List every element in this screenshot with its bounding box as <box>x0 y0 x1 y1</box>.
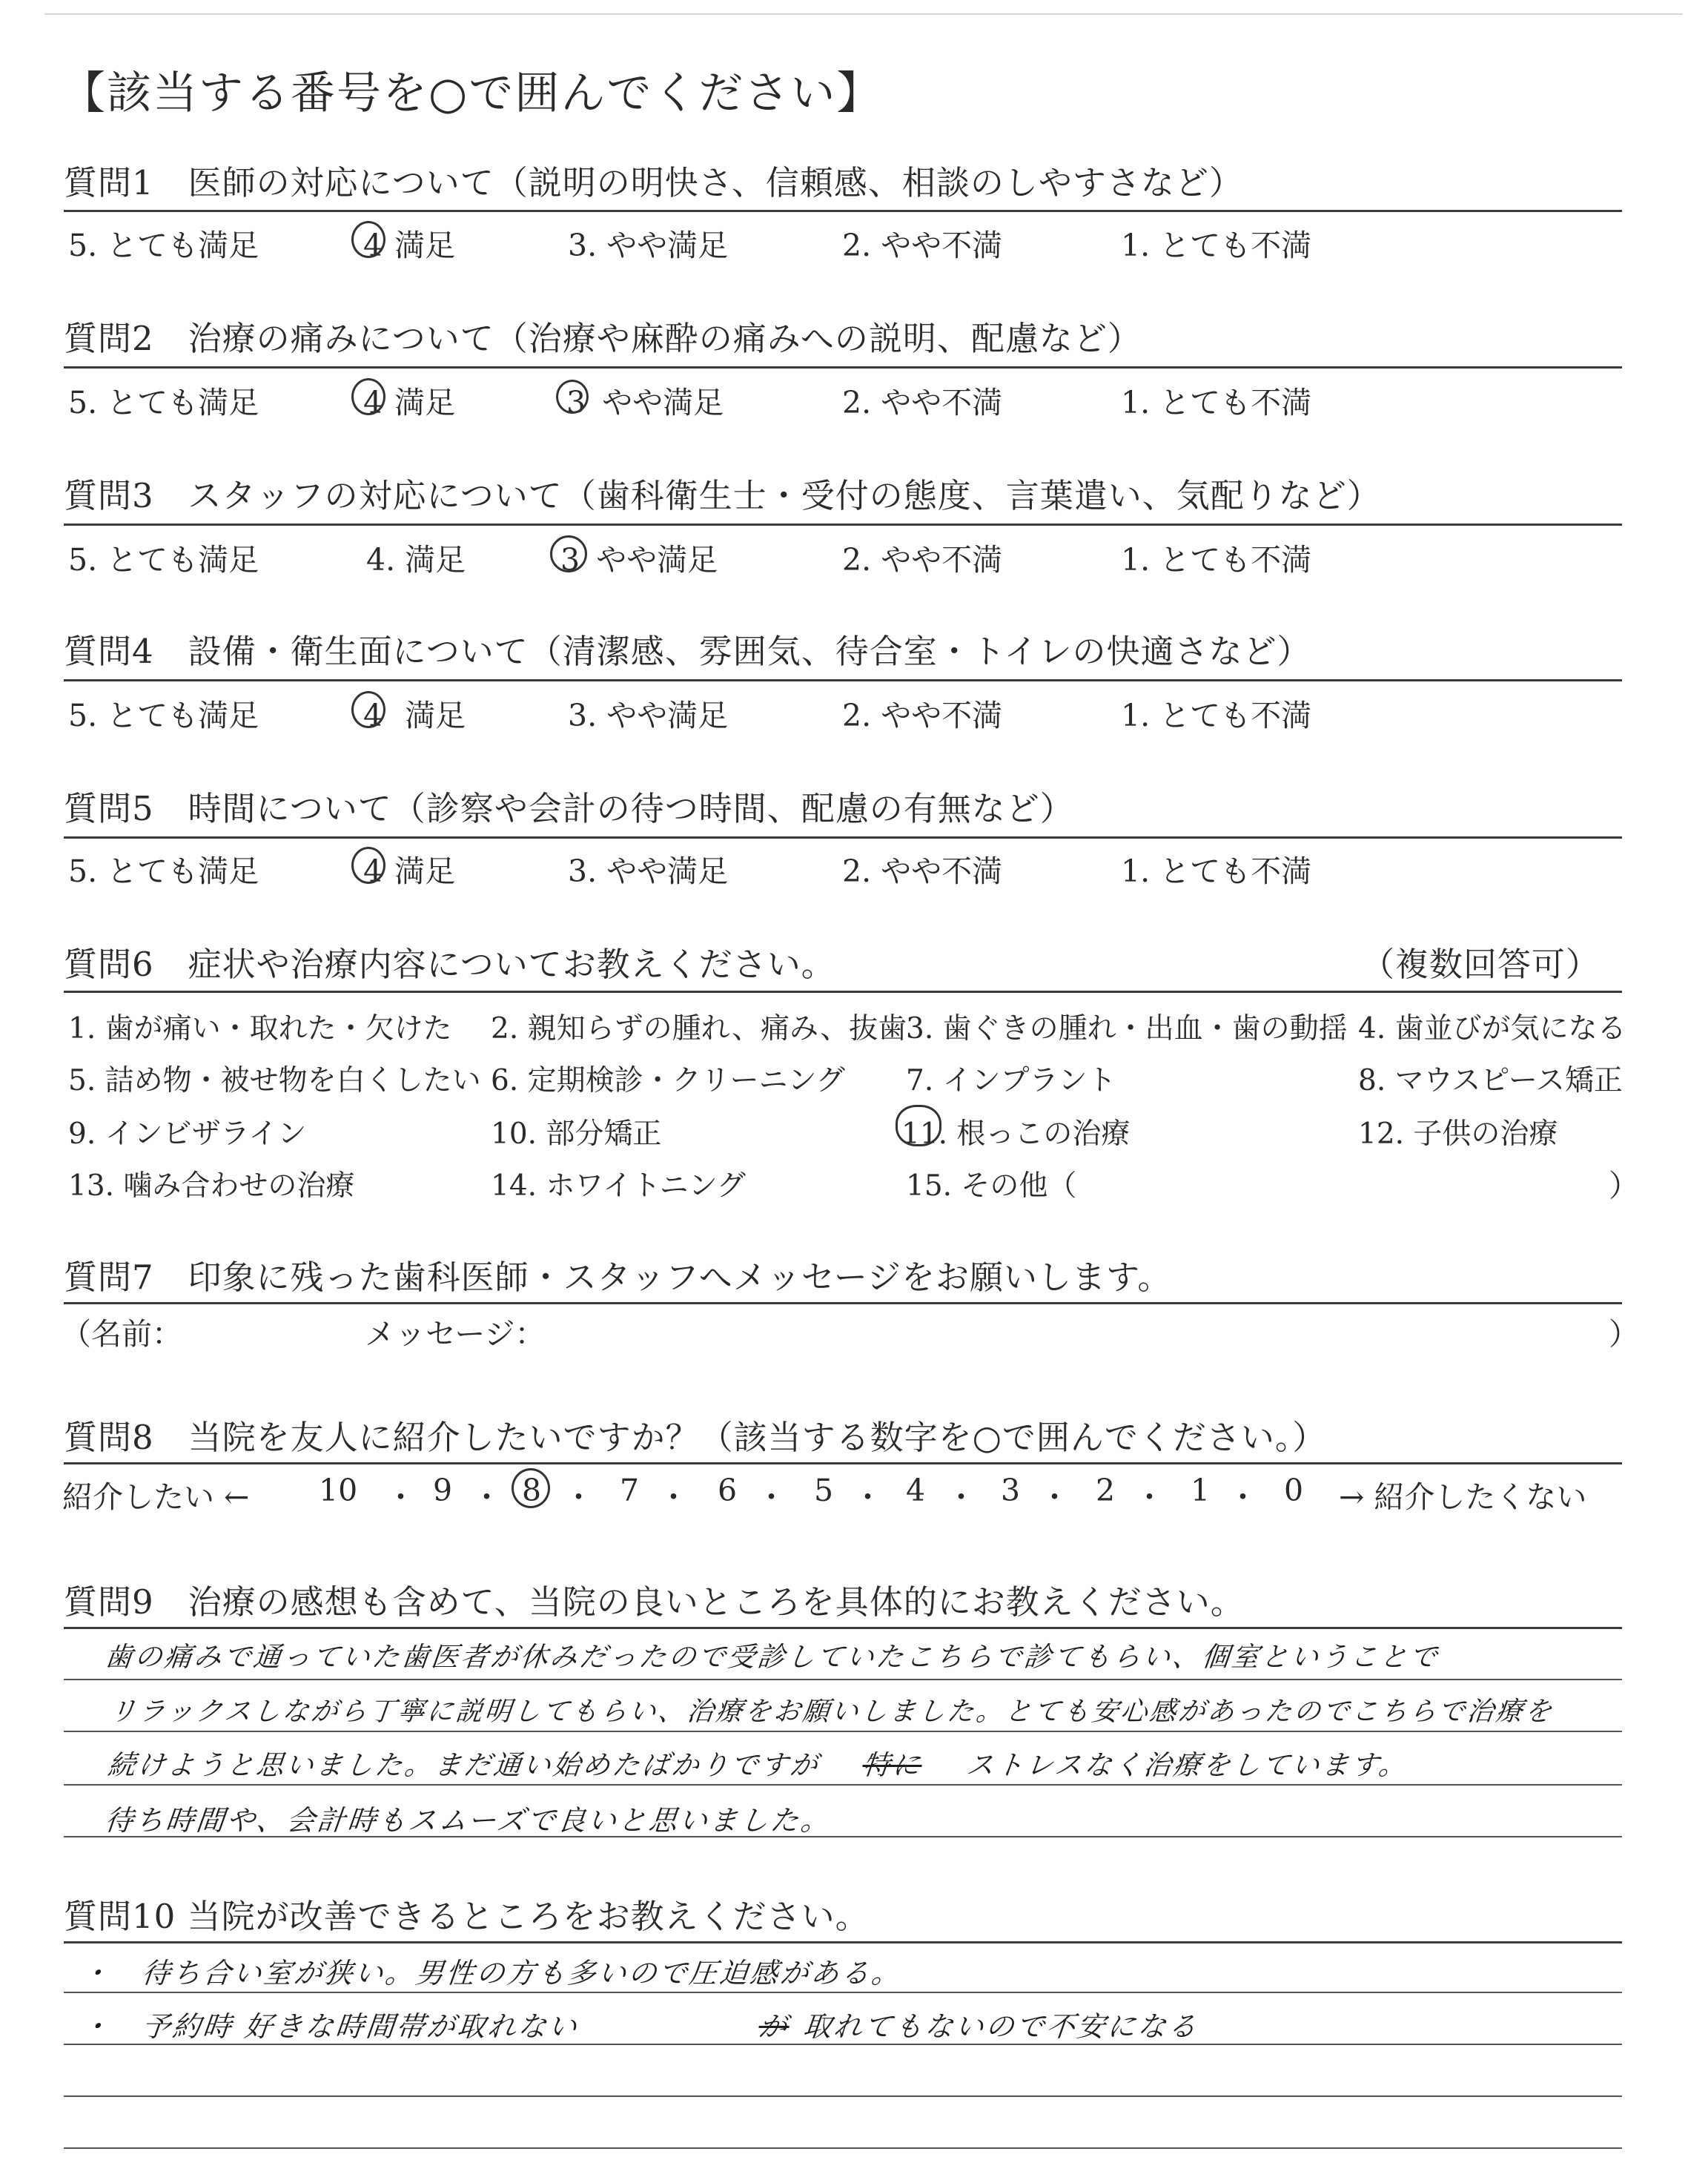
question-7-rule <box>64 1302 1622 1304</box>
question-3-rule <box>64 524 1622 526</box>
question-10-title: 質問10 当院が改善できるところをお教えください。 <box>64 1897 870 1936</box>
q3-option-4[interactable]: 4. 満足 <box>366 542 466 578</box>
page-heading: 【該当する番号を○で囲んでください】 <box>61 67 883 119</box>
q10-handwritten-line-1: ・ 待ち合い室が狭い。男性の方も多いので圧迫感がある。 <box>79 1957 904 1989</box>
q2-answer-circle-4 <box>351 378 385 415</box>
q2-option-1[interactable]: 1. とても不満 <box>1121 385 1312 420</box>
question-8-title: 質問8 当院を友人に紹介したいですか？（該当する数字を○で囲んでください。） <box>64 1418 1327 1457</box>
q1-option-2[interactable]: 2. やや不満 <box>842 228 1003 263</box>
top-border <box>44 13 1683 15</box>
q10-handwritten-line-2b: 取れてもないので不安になる <box>801 2010 1200 2043</box>
q2-answer-circle-3 <box>556 380 589 414</box>
q1-answer-circle <box>351 221 385 258</box>
q8-score-5[interactable]: 5 <box>814 1473 834 1508</box>
q2-option-4[interactable] <box>354 378 455 422</box>
q8-dot: ・ <box>385 1479 416 1515</box>
q9-handwritten-line-3b: ストレスなく治療をしています。 <box>964 1749 1410 1781</box>
question-1-rule <box>64 210 1622 212</box>
q8-score-1[interactable]: 1 <box>1191 1473 1211 1508</box>
q6-item-12[interactable]: 12. 子供の治療 <box>1358 1117 1558 1151</box>
q8-dot: ・ <box>1134 1479 1165 1515</box>
q7-message-label[interactable]: メッセージ： <box>365 1316 546 1352</box>
q9-crossed-out-word: 特に <box>861 1749 924 1781</box>
q8-dot: ・ <box>471 1479 502 1515</box>
question-4-title: 質問4 設備・衛生面について（清潔感、雰囲気、待合室・トイレの快適さなど） <box>64 632 1311 671</box>
q1-option-1[interactable]: 1. とても不満 <box>1121 228 1312 263</box>
q8-right-label: → 紹介したくない <box>1339 1479 1587 1515</box>
q6-item-4[interactable]: 4. 歯並びが気になる <box>1358 1012 1626 1046</box>
q6-item-6[interactable]: 6. 定期検診・クリーニング <box>491 1064 845 1097</box>
question-3-title: 質問3 スタッフの対応について（歯科衛生士・受付の態度、言葉遣い、気配りなど） <box>64 476 1381 515</box>
q8-score-10[interactable]: 10 <box>319 1473 358 1508</box>
q6-item-2[interactable]: 2. 親知らずの腫れ、痛み、抜歯 <box>491 1012 907 1046</box>
q8-dot: ・ <box>756 1479 787 1515</box>
q5-option-3[interactable]: 3. やや満足 <box>568 853 729 889</box>
q7-name-label[interactable]: （名前： <box>61 1316 182 1352</box>
question-9-title: 質問9 治療の感想も含めて、当院の良いところを具体的にお教えください。 <box>64 1582 1245 1622</box>
q5-option-5[interactable]: 5. とても満足 <box>68 853 259 889</box>
q9-handwritten-line-4: 待ち時間や、会計時もスムーズで良いと思いました。 <box>103 1804 833 1837</box>
q2-option-5[interactable]: 5. とても満足 <box>68 385 259 420</box>
q2-option-3[interactable] <box>557 378 724 422</box>
q6-answer-circle <box>896 1105 941 1146</box>
q2-option-4-label: 満足 <box>394 385 456 420</box>
q4-option-4-label: 満足 <box>405 698 466 733</box>
q2-option-3-label: やや満足 <box>602 385 724 420</box>
q9-handwritten-line-3a: 続けようと思いました。まだ通い始めたばかりですが <box>106 1749 821 1781</box>
q8-score-9[interactable]: 9 <box>433 1473 453 1508</box>
q5-option-2[interactable]: 2. やや不満 <box>842 853 1003 889</box>
q5-option-4[interactable] <box>354 847 455 891</box>
q8-score-8[interactable]: 8 <box>522 1473 542 1508</box>
q6-item-9[interactable]: 9. インビザライン <box>68 1117 307 1151</box>
question-7-title: 質問7 印象に残った歯科医師・スタッフへメッセージをお願いします。 <box>64 1258 1172 1297</box>
q9-handwritten-line-1: 歯の痛みで通っていた歯医者が休みだったので受診していたこちらで診てもらい、個室ということで <box>103 1641 1441 1673</box>
question-1-title: 質問1 医師の対応について（説明の明快さ、信頼感、相談のしやすさなど） <box>64 163 1243 202</box>
question-6-rule <box>64 991 1622 993</box>
q4-option-3[interactable]: 3. やや満足 <box>568 698 729 733</box>
question-5-title: 質問5 時間について（診察や会計の待つ時間、配慮の有無など） <box>64 789 1074 828</box>
q4-option-1[interactable]: 1. とても不満 <box>1121 698 1312 733</box>
q2-option-3-number: 3 <box>566 385 586 420</box>
q3-option-3-number: 3 <box>560 542 580 578</box>
q3-answer-circle <box>550 535 587 572</box>
q8-score-4[interactable]: 4 <box>906 1473 926 1508</box>
q9-handwritten-line-2: リラックスしながら丁寧に説明してもらい、治療をお願いしました。とても安心感があったのでこちらで治療を <box>107 1697 1556 1727</box>
q4-option-2[interactable]: 2. やや不満 <box>842 698 1003 733</box>
q9-answer-line-3 <box>64 1784 1622 1786</box>
q8-dot: ・ <box>658 1479 689 1515</box>
q8-score-3[interactable]: 3 <box>1001 1473 1021 1508</box>
q6-item-7[interactable]: 7. インプラント <box>906 1064 1116 1097</box>
q10-handwritten-line-2a: ・ 予約時 好きな時間帯が取れない <box>79 2010 581 2043</box>
q6-item-1[interactable]: 1. 歯が痛い・取れた・欠けた <box>68 1012 452 1046</box>
q5-answer-circle <box>351 847 385 884</box>
q3-option-2[interactable]: 2. やや不満 <box>842 542 1003 578</box>
q2-option-2[interactable]: 2. やや不満 <box>842 385 1003 420</box>
q4-option-4[interactable] <box>354 691 466 735</box>
q3-option-3[interactable] <box>550 535 718 579</box>
q1-option-5[interactable]: 5. とても満足 <box>68 228 259 263</box>
q5-option-1[interactable]: 1. とても不満 <box>1121 853 1312 889</box>
q8-score-7[interactable]: 7 <box>620 1473 640 1508</box>
question-4-rule <box>64 679 1622 681</box>
q5-option-4-number: 4 <box>363 853 383 889</box>
q6-item-15[interactable]: 15. その他（ <box>906 1169 1077 1203</box>
question-8-rule <box>64 1462 1622 1464</box>
q10-answer-line-1 <box>64 1992 1622 1993</box>
q8-score-2[interactable]: 2 <box>1096 1473 1116 1508</box>
q8-dot: ・ <box>1228 1479 1258 1515</box>
q9-answer-line-2 <box>64 1731 1622 1732</box>
question-2-rule <box>64 366 1622 369</box>
q7-close: ） <box>1609 1316 1639 1352</box>
q6-item-5[interactable]: 5. 詰め物・被せ物を白くしたい <box>68 1064 481 1097</box>
question-10-rule <box>64 1941 1622 1943</box>
q8-left-label: 紹介したい ← <box>62 1479 250 1515</box>
q1-option-4[interactable] <box>354 221 455 265</box>
q6-item-3[interactable]: 3. 歯ぐきの腫れ・出血・歯の動揺 <box>906 1012 1348 1046</box>
q8-dot: ・ <box>946 1479 976 1515</box>
q10-answer-line-4 <box>64 2147 1622 2149</box>
question-9-rule <box>64 1627 1622 1629</box>
q6-item-13[interactable]: 13. 噛み合わせの治療 <box>68 1169 355 1203</box>
q6-other-close: ） <box>1609 1168 1639 1203</box>
q8-dot: ・ <box>853 1479 883 1515</box>
q1-option-3[interactable]: 3. やや満足 <box>568 228 729 263</box>
q4-answer-circle <box>351 691 385 728</box>
q6-item-10[interactable]: 10. 部分矯正 <box>491 1117 662 1151</box>
q3-option-3-label: やや満足 <box>596 542 718 578</box>
question-2-title: 質問2 治療の痛みについて（治療や麻酔の痛みへの説明、配慮など） <box>64 319 1142 358</box>
q4-option-4-number: 4 <box>363 698 383 733</box>
q3-option-5[interactable]: 5. とても満足 <box>68 542 259 578</box>
q6-item-14[interactable]: 14. ホワイトニング <box>491 1169 746 1203</box>
question-6-title: 質問6 症状や治療内容についてお教えください。 <box>64 945 835 984</box>
question-6-note: （複数回答可） <box>1361 945 1601 984</box>
q1-option-4-number: 4 <box>363 228 383 263</box>
q4-option-5[interactable]: 5. とても満足 <box>68 698 259 733</box>
question-5-rule <box>64 836 1622 839</box>
q10-crossed-out-mark: が <box>757 2010 791 2043</box>
q6-item-11[interactable]: 11. 根っこの治療 <box>901 1117 1131 1151</box>
q3-option-1[interactable]: 1. とても不満 <box>1121 542 1312 578</box>
q8-score-0[interactable]: 0 <box>1284 1473 1304 1508</box>
q8-dot: ・ <box>563 1479 594 1515</box>
q1-option-4-label: 満足 <box>394 228 456 263</box>
q5-option-4-label: 満足 <box>394 853 456 889</box>
q6-item-8[interactable]: 8. マウスピース矯正 <box>1358 1064 1623 1097</box>
q10-answer-line-3 <box>64 2095 1622 2097</box>
q8-score-6[interactable]: 6 <box>718 1473 738 1508</box>
q2-option-4-number: 4 <box>363 385 383 420</box>
q9-answer-line-1 <box>64 1679 1622 1680</box>
q8-dot: ・ <box>1039 1479 1070 1515</box>
